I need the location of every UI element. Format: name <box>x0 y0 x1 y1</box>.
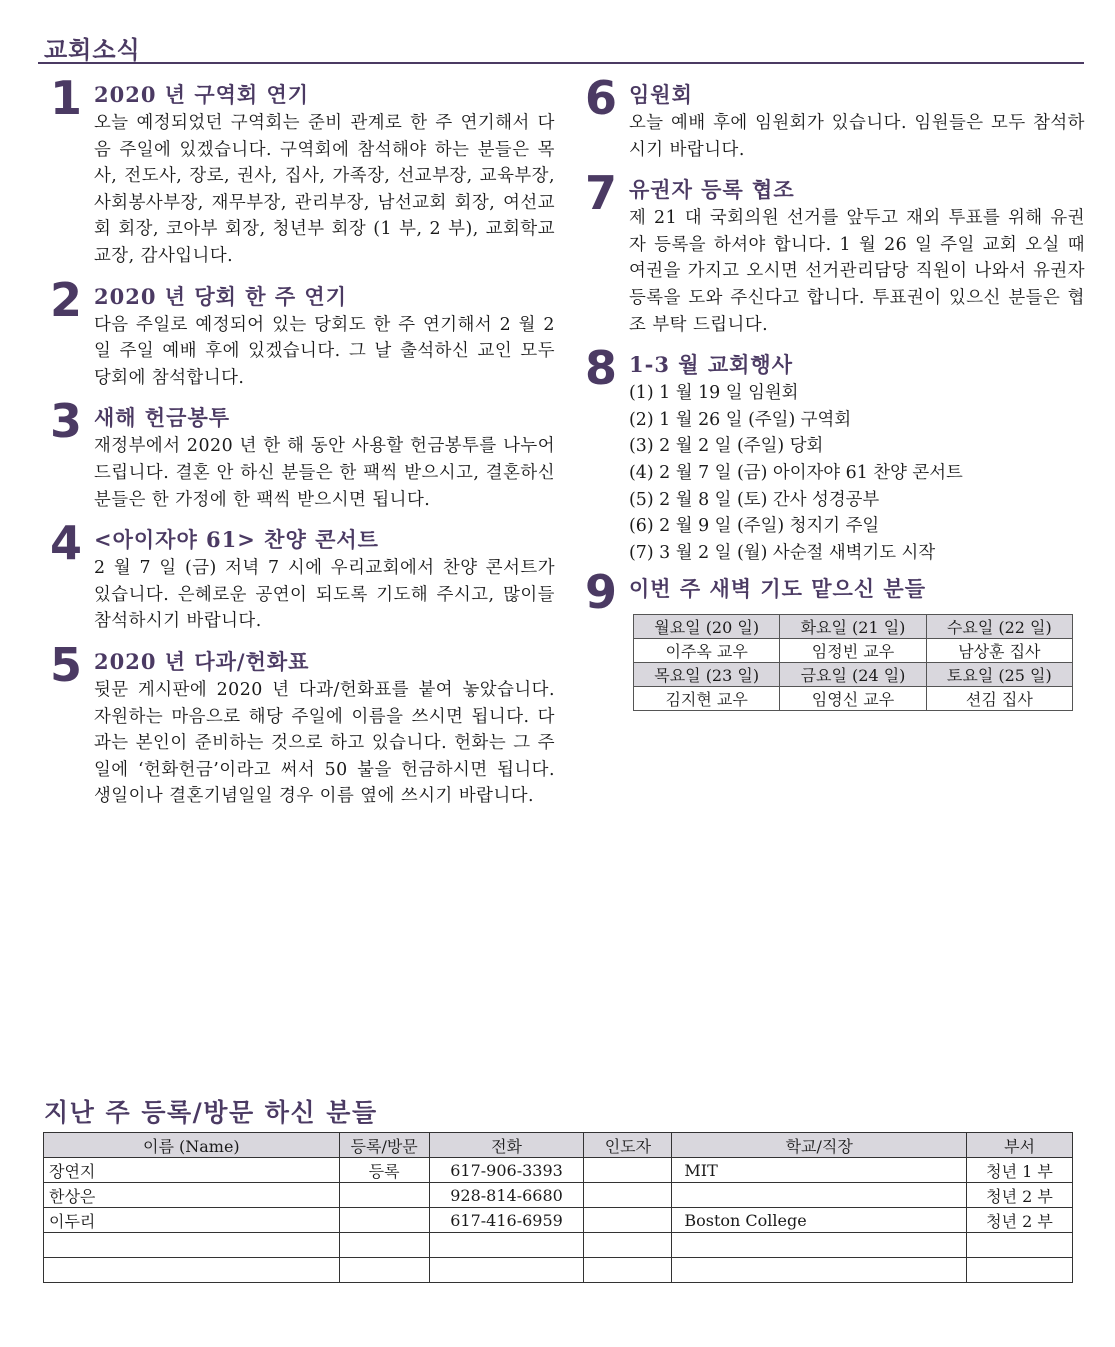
table-cell: 한상은 <box>44 1183 340 1208</box>
table-cell <box>584 1183 672 1208</box>
page-title: 교회소식 <box>44 36 141 64</box>
table-cell: 청년 2 부 <box>967 1183 1073 1208</box>
event-item: (1) 1 월 19 일 임원회 <box>629 383 799 404</box>
table-cell <box>672 1233 967 1258</box>
announcement-number: 4 <box>50 516 83 571</box>
table-cell <box>584 1208 672 1233</box>
announcement-7 <box>585 166 1085 338</box>
table-cell: 임영신 교우 <box>780 687 926 711</box>
table-row <box>44 1258 1073 1283</box>
event-item: (7) 3 월 2 일 (월) 사순절 새벽기도 시작 <box>629 542 936 563</box>
announcement-title: 2020 년 구역회 연기 <box>94 82 310 107</box>
announcement-title: 1-3 월 교회행사 <box>629 352 793 378</box>
table-cell <box>339 1258 429 1283</box>
column-header: 등록/방문 <box>339 1133 429 1158</box>
table-cell: 금요일 (24 일) <box>780 663 926 687</box>
table-cell: 청년 2 부 <box>967 1208 1073 1233</box>
column-header: 이름 (Name) <box>44 1133 340 1158</box>
table-cell <box>44 1233 340 1258</box>
event-item: (2) 1 월 26 일 (주일) 구역회 <box>629 409 852 430</box>
announcement-number: 2 <box>50 272 83 327</box>
announcement-number: 7 <box>585 166 618 221</box>
announcement-3 <box>50 394 555 513</box>
table-cell <box>44 1258 340 1283</box>
table-cell: 이주옥 교우 <box>634 639 780 663</box>
announcement-title: 새해 헌금봉투 <box>94 405 231 431</box>
announcement-number: 6 <box>585 71 618 125</box>
event-item: (3) 2 월 2 일 (주일) 당회 <box>629 436 824 457</box>
table-cell <box>672 1183 967 1208</box>
prayer-schedule-table <box>633 614 1073 711</box>
table-cell: 목요일 (23 일) <box>634 663 780 687</box>
event-list <box>629 380 1085 566</box>
table-cell: 617-906-3393 <box>429 1158 584 1183</box>
table-cell: 617-416-6959 <box>429 1208 584 1233</box>
table-row <box>634 639 1073 663</box>
announcement-number: 1 <box>50 71 83 125</box>
announcement-body: 2 월 7 일 (금) 저녁 7 시에 우리교회에서 찬양 콘서트가 있습니다. 은혜로운 공연이 되도록 기도해 주시고, 많이들 참석하시기 바랍니다. <box>94 558 555 632</box>
page-header <box>38 28 1084 64</box>
table-row <box>634 687 1073 711</box>
table-cell: 김지현 교우 <box>634 687 780 711</box>
table-row <box>634 615 1073 639</box>
announcement-number: 3 <box>50 394 83 449</box>
announcement-body: 다음 주일로 예정되어 있는 당회도 한 주 연기해서 2 월 2 일 주일 예배 후에 있겠습니다. 그 날 출석하신 교인 모두 당회에 참석합니다. <box>94 314 555 388</box>
announcement-8-events <box>585 341 1085 566</box>
table-row <box>44 1233 1073 1258</box>
table-cell: 화요일 (21 일) <box>780 615 926 639</box>
table-cell: 928-814-6680 <box>429 1183 584 1208</box>
announcement-title: 2020 년 다과/헌화표 <box>94 648 310 674</box>
table-cell <box>967 1258 1073 1283</box>
table-cell: 수요일 (22 일) <box>926 615 1072 639</box>
announcement-title: 유권자 등록 협조 <box>629 177 795 203</box>
table-cell: Boston College <box>672 1208 967 1233</box>
column-header: 전화 <box>429 1133 584 1158</box>
announcements-right-column <box>585 71 1085 711</box>
announcement-title: <아이자야 61> 찬양 콘서트 <box>94 527 379 553</box>
registration-table <box>43 1132 1073 1283</box>
announcement-2 <box>50 272 555 392</box>
table-cell <box>584 1233 672 1258</box>
table-cell <box>339 1183 429 1208</box>
table-row <box>44 1183 1073 1208</box>
table-cell: MIT <box>672 1158 967 1183</box>
announcement-1 <box>50 71 555 270</box>
announcement-title: 이번 주 새벽 기도 맡으신 분들 <box>629 576 926 602</box>
table-cell <box>339 1233 429 1258</box>
announcement-body: 오늘 예정되었던 구역회는 준비 관계로 한 주 연기해서 다음 주일에 있겠습니다. 구역회에 참석해야 하는 분들은 목사, 전도사, 장로, 권사, 집사, 가족장, 선교부장, 교육부장, 사회봉사부장, 재무부장, 관리부장, 남선교회 회장, 여선교회 회장, 코아부 회장, 청년부 회장 (1 부, 2 부), 교회학교 교장, 감사입니다. <box>94 113 555 266</box>
table-cell <box>584 1158 672 1183</box>
announcement-body: 오늘 예배 후에 임원회가 있습니다. 임원들은 모두 참석하시기 바랍니다. <box>629 113 1085 160</box>
announcement-4 <box>50 516 555 635</box>
table-row <box>44 1158 1073 1183</box>
table-cell: 임정빈 교우 <box>780 639 926 663</box>
table-cell <box>339 1208 429 1233</box>
table-cell: 월요일 (20 일) <box>634 615 780 639</box>
table-cell: 이두리 <box>44 1208 340 1233</box>
announcement-body: 재정부에서 2020 년 한 해 동안 사용할 헌금봉투를 나누어 드립니다. 결혼 안 하신 분들은 한 팩씩 받으시고, 결혼하신 분들은 한 가정에 한 팩씩 받으시면 됩니다. <box>94 436 555 510</box>
announcement-6 <box>585 71 1085 163</box>
table-cell <box>584 1258 672 1283</box>
announcements-left-column <box>50 71 555 810</box>
column-header: 인도자 <box>584 1133 672 1158</box>
table-cell: 청년 1 부 <box>967 1158 1073 1183</box>
announcement-body: 제 21 대 국회의원 선거를 앞두고 재외 투표를 위해 유권자 등록을 하셔야 합니다. 1 월 26 일 주일 교회 오실 때 여권을 가지고 오시면 선거관리담당 직원이 나와서 유권자 등록을 도와 주신다고 합니다. 투표권이 있으신 분들은 협조 부탁 드립니다. <box>629 208 1085 335</box>
event-item: (4) 2 월 7 일 (금) 아이자야 61 찬양 콘서트 <box>629 462 963 483</box>
announcement-number: 8 <box>585 341 618 396</box>
table-cell: 등록 <box>339 1158 429 1183</box>
table-cell: 장연지 <box>44 1158 340 1183</box>
announcement-body: 뒷문 게시판에 2020 년 다과/헌화표를 붙여 놓았습니다. 자원하는 마음으로 해당 주일에 이름을 쓰시면 됩니다. 다과는 본인이 준비하는 것으로 하고 있습니다. 헌화는 그 주일에 ‘헌화헌금’이라고 써서 50 불을 헌금하시면 됩니다. 생일이나 결혼기념일일 경우 이름 옆에 쓰시기 바랍니다. <box>94 679 555 807</box>
table-cell: 션김 집사 <box>926 687 1072 711</box>
announcement-5 <box>50 637 555 810</box>
table-row <box>634 663 1073 687</box>
registration-title: 지난 주 등록/방문 하신 분들 <box>44 1098 378 1127</box>
announcement-title: 2020 년 당회 한 주 연기 <box>94 283 348 309</box>
table-cell <box>967 1233 1073 1258</box>
table-cell: 토요일 (25 일) <box>926 663 1072 687</box>
announcement-title: 임원회 <box>629 82 693 107</box>
table-cell: 남상훈 집사 <box>926 639 1072 663</box>
table-cell <box>672 1258 967 1283</box>
table-row <box>44 1208 1073 1233</box>
announcement-number: 9 <box>585 565 618 620</box>
table-header-row <box>44 1133 1073 1158</box>
announcement-number: 5 <box>50 637 83 692</box>
table-cell <box>429 1258 584 1283</box>
table-cell <box>429 1233 584 1258</box>
event-item: (6) 2 월 9 일 (주일) 청지기 주일 <box>629 516 880 537</box>
event-item: (5) 2 월 8 일 (토) 간사 성경공부 <box>629 489 880 510</box>
column-header: 학교/직장 <box>672 1133 967 1158</box>
column-header: 부서 <box>967 1133 1073 1158</box>
announcement-9-prayer <box>585 565 1085 620</box>
